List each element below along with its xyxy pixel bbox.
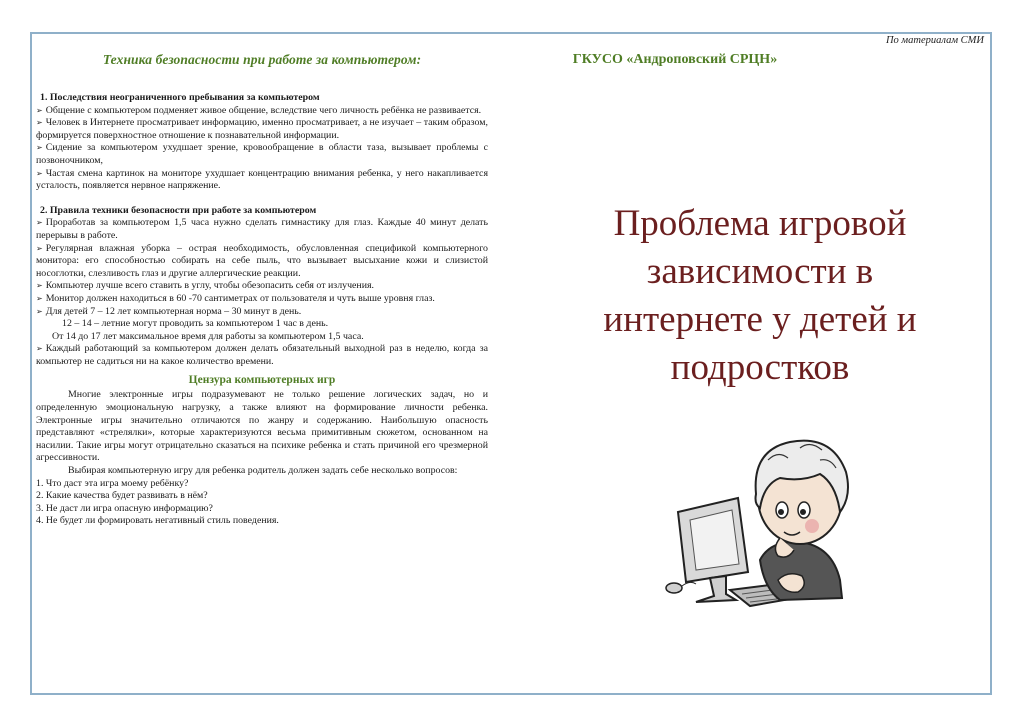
- list-item: [36, 306, 488, 319]
- left-column: [36, 52, 488, 528]
- list-item-text: Регулярная влажная уборка – острая необходимость, обусловленная спецификой компьютерного монитора: его способностью собирать на себе пыль, что вызывает высыхание кожи и слизистой носоглотки, слезливость глаз и другие аллергические реакции.: [36, 242, 488, 279]
- list-item: [36, 105, 488, 118]
- paragraph: Многие электронные игры подразумевают не только решение логических задач, но и определенную эмоциональную нагрузку, а также влияют на формирование личности ребенка. Электронные игры значительно отличаются по жанру и содержанию. Наибольшую опасность представляют «стрелялки», которые характеризуются весьма примитивным сюжетом, основанном на насилии. Такие игры могут отрицательно сказаться на психике ребенка и стать причиной его чрезмерной агрессивности.: [36, 389, 488, 464]
- safety-title: Техника безопасности при работе за компьютером:: [102, 52, 422, 67]
- arrowhead-bullet-icon: ➢: [36, 118, 43, 128]
- child-at-computer-icon: [660, 420, 860, 620]
- arrowhead-bullet-icon: ➢: [36, 293, 43, 303]
- organization-name: ГКУСО «Андроповский СРЦН»: [572, 52, 778, 67]
- arrowhead-bullet-icon: ➢: [36, 306, 43, 316]
- indented-line: 12 – 14 – летние могут проводить за компьютером 1 час в день.: [62, 318, 329, 330]
- title-line: Проблема игровой: [613, 203, 907, 244]
- list-item-text: Сидение за компьютером ухудшает зрение, кровообращение в области таза, вызывает проблемы с позвоночником,: [36, 142, 488, 166]
- section-1-heading: 1. Последствия неограниченного пребывания за компьютером: [40, 92, 320, 103]
- censorship-body: [36, 389, 488, 528]
- arrowhead-bullet-icon: ➢: [36, 344, 43, 354]
- list-item: [36, 293, 488, 306]
- list-item: [36, 343, 488, 368]
- list-item-text: Монитор должен находиться в 60 -70 сантиметрах от пользователя и чуть выше уровня глаз.: [45, 292, 435, 304]
- section-1: [36, 92, 488, 193]
- list-item-text: Проработав за компьютером 1,5 часа нужно сделать гимнастику для глаз. Каждые 40 минут делать перерывы в работе.: [36, 217, 488, 241]
- title-line: подростков: [670, 347, 850, 388]
- list-item-text: Общение с компьютером подменяет живое общение, вследствие чего личность ребёнка не развивается.: [45, 104, 482, 116]
- section-2: [36, 205, 488, 369]
- censorship-title: Цензура компьютерных игр: [188, 374, 336, 387]
- arrowhead-bullet-icon: ➢: [36, 168, 43, 178]
- source-note: По материалам СМИ: [885, 35, 984, 46]
- list-item: [36, 280, 488, 293]
- spacer: [36, 193, 488, 205]
- list-item-text: Для детей 7 – 12 лет компьютерная норма – 30 минут в день.: [45, 305, 302, 317]
- list-item: [36, 243, 488, 281]
- title-line: интернете у детей и: [603, 299, 917, 340]
- mouse-icon: [666, 583, 682, 593]
- list-item: [36, 142, 488, 167]
- list-item-text: Компьютер лучше всего ставить в углу, чтобы обезопасить себя от излучения.: [45, 280, 374, 292]
- indented-line: От 14 до 17 лет максимальное время для работы за компьютером 1,5 часа.: [52, 330, 364, 342]
- monitor-icon: [678, 498, 748, 602]
- arrowhead-bullet-icon: ➢: [36, 218, 43, 228]
- list-item-text: Частая смена картинок на мониторе ухудшает концентрацию внимания ребенка, у него накапливается усталость, появляется нервное напряжение.: [36, 167, 488, 192]
- question-item: 3. Не даст ли игра опасную информацию?: [36, 502, 213, 514]
- question-item: 2. Какие качества будет развивать в нём?: [36, 490, 208, 502]
- title-line: зависимости в: [646, 251, 874, 292]
- list-item: [36, 168, 488, 193]
- arrowhead-bullet-icon: ➢: [36, 105, 43, 115]
- arrowhead-bullet-icon: ➢: [36, 143, 43, 153]
- question-item: 1. Что даст эта игра моему ребёнку?: [36, 477, 189, 489]
- list-item: [36, 217, 488, 242]
- paragraph: Выбирая компьютерную игру для ребенка родитель должен задать себе несколько вопросов:: [68, 465, 458, 477]
- list-item-text: Человек в Интернете просматривает информацию, именно просматривает, а не изучает – таким образом, формируется поверхностное отношение к познавательной информации.: [36, 117, 488, 141]
- section-2-heading: 2. Правила техники безопасности при работе за компьютером: [40, 204, 317, 216]
- list-item: [36, 117, 488, 142]
- list-item-text: Каждый работающий за компьютером должен делать обязательный выходной раз в неделю, когда за компьютер не садиться ни на какое количество времени.: [36, 343, 488, 367]
- arrowhead-bullet-icon: ➢: [36, 243, 43, 253]
- arrowhead-bullet-icon: ➢: [36, 281, 43, 291]
- question-item: 4. Не будет ли формировать негативный стиль поведения.: [36, 515, 279, 527]
- brochure-title: [540, 200, 980, 392]
